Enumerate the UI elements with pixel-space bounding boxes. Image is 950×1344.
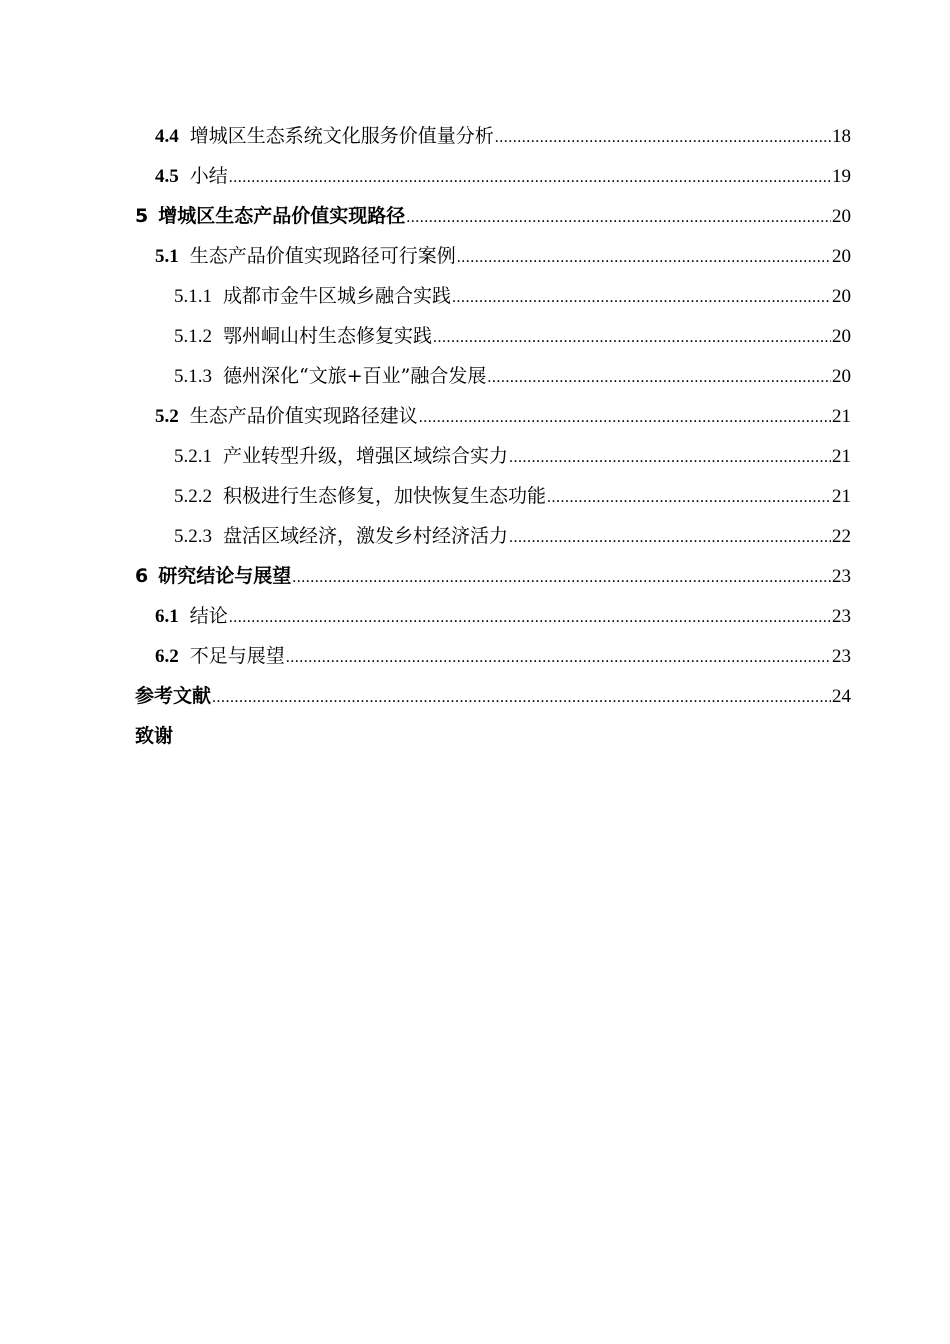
toc-entry-page: 20 <box>832 246 851 267</box>
toc-entry-number: 6.1 <box>155 606 179 627</box>
toc-entry-title: 产业转型升级，增强区域综合实力 <box>223 445 509 467</box>
toc-chapter-entry[interactable] <box>135 196 851 236</box>
toc-entry-number: 5.2.3 <box>174 526 212 547</box>
toc-entry[interactable] <box>135 596 851 636</box>
toc-entry-number: 6.2 <box>155 646 179 667</box>
toc-subentry[interactable] <box>135 356 851 396</box>
toc-entry-title: 小结 <box>189 165 228 187</box>
toc-entry-page: 19 <box>832 166 851 187</box>
toc-entry-page: 23 <box>832 566 851 587</box>
dot-leader <box>509 518 831 558</box>
dot-leader <box>433 318 831 358</box>
toc-entry-title: 增城区生态产品价值实现路径 <box>158 205 406 227</box>
toc-entry-number: 5.1.2 <box>174 326 212 347</box>
dot-leader <box>229 158 831 198</box>
toc-entry-title: 结论 <box>189 605 228 627</box>
toc-subentry[interactable] <box>135 476 851 516</box>
toc-acknowledgements-entry[interactable] <box>135 716 851 756</box>
toc-entry-page: 23 <box>832 606 851 627</box>
toc-entry-number: 5.2 <box>155 406 179 427</box>
dot-leader <box>286 638 831 678</box>
toc-entry-title: 生态产品价值实现路径可行案例 <box>189 245 456 267</box>
toc-entry-number: 4.5 <box>155 166 179 187</box>
toc-entry-number: 5.2.2 <box>174 486 212 507</box>
toc-entry-page: 23 <box>832 646 851 667</box>
dot-leader <box>452 278 831 318</box>
toc-entry-number: 5 <box>135 205 149 227</box>
toc-entry-title: 参考文献 <box>135 685 212 707</box>
toc-entry[interactable] <box>135 236 851 276</box>
dot-leader <box>292 558 831 598</box>
dot-leader <box>495 118 831 158</box>
toc-entry-title: 积极进行生态修复，加快恢复生态功能 <box>223 485 547 507</box>
toc-entry-title: 不足与展望 <box>189 645 285 667</box>
toc-entry-page: 18 <box>832 126 851 147</box>
toc-entry-number: 5.1.3 <box>174 366 212 387</box>
toc-entry[interactable] <box>135 156 851 196</box>
toc-entry-title: 增城区生态系统文化服务价值量分析 <box>189 125 494 147</box>
toc-entry-page: 21 <box>832 406 851 427</box>
toc-entry-number: 6 <box>135 565 149 587</box>
toc-entry-page: 20 <box>832 366 851 387</box>
toc-subentry[interactable] <box>135 316 851 356</box>
dot-leader <box>419 398 831 438</box>
toc-entry-page: 22 <box>832 526 851 547</box>
dot-leader <box>509 438 831 478</box>
toc-entry[interactable] <box>135 636 851 676</box>
toc-entry-number: 4.4 <box>155 126 179 147</box>
toc-entry-page: 21 <box>832 446 851 467</box>
dot-leader <box>229 598 831 638</box>
toc-entry-number: 5.2.1 <box>174 446 212 467</box>
toc-references-entry[interactable] <box>135 676 851 716</box>
toc-entry[interactable] <box>135 116 851 156</box>
dot-leader <box>487 358 831 398</box>
dot-leader <box>547 478 831 518</box>
toc-entry-title: 鄂州峒山村生态修复实践 <box>223 325 433 347</box>
toc-subentry[interactable] <box>135 516 851 556</box>
toc-chapter-entry[interactable] <box>135 556 851 596</box>
toc-entry-title: 致谢 <box>135 725 174 747</box>
table-of-contents <box>135 116 851 756</box>
toc-subentry[interactable] <box>135 436 851 476</box>
toc-entry-page: 21 <box>832 486 851 507</box>
toc-entry-title: 盘活区域经济，激发乡村经济活力 <box>223 525 509 547</box>
toc-entry-page: 20 <box>832 326 851 347</box>
toc-entry-page: 20 <box>832 206 851 227</box>
toc-entry-number: 5.1 <box>155 246 179 267</box>
toc-entry-number: 5.1.1 <box>174 286 212 307</box>
toc-entry-title: 德州深化“文旅+百业”融合发展 <box>223 365 487 387</box>
toc-subentry[interactable] <box>135 276 851 316</box>
toc-entry-title: 研究结论与展望 <box>158 565 292 587</box>
toc-entry-title: 生态产品价值实现路径建议 <box>189 405 418 427</box>
toc-entry-page: 24 <box>832 686 851 707</box>
toc-entry-page: 20 <box>832 286 851 307</box>
dot-leader <box>406 198 831 238</box>
dot-leader <box>212 678 831 718</box>
toc-entry-title: 成都市金牛区城乡融合实践 <box>223 285 452 307</box>
dot-leader <box>457 238 831 278</box>
toc-entry[interactable] <box>135 396 851 436</box>
